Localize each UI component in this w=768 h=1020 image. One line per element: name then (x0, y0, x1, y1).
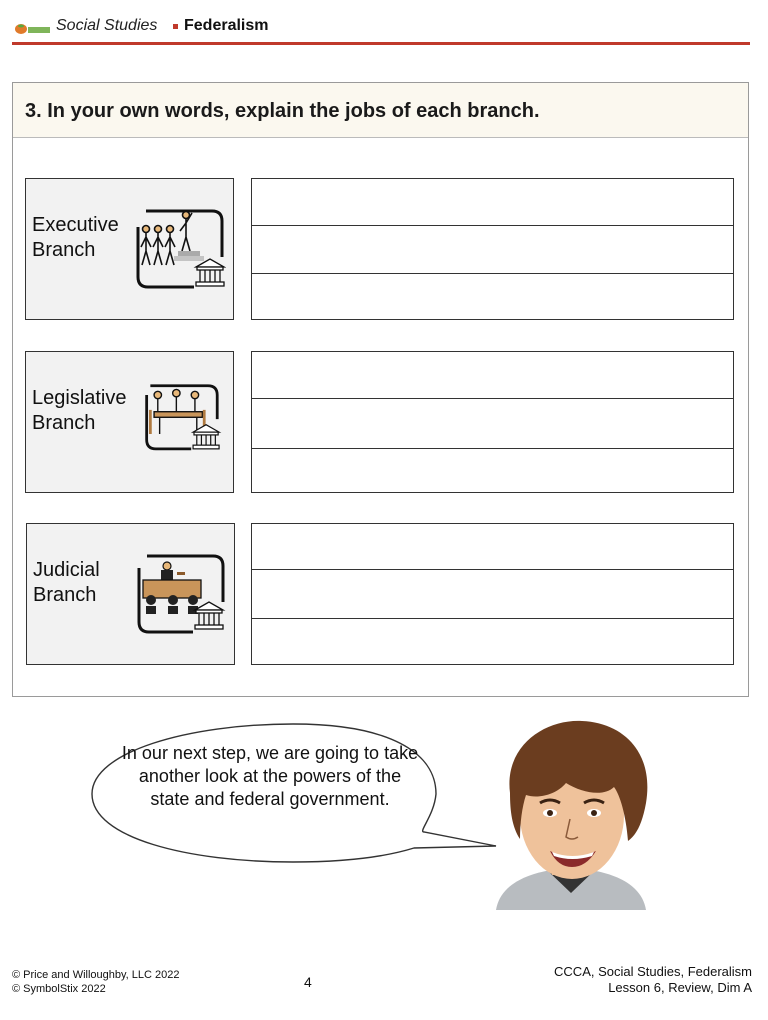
answer-box-executive[interactable] (251, 178, 734, 320)
writing-line (252, 273, 733, 274)
writing-line (252, 569, 733, 570)
answer-box-legislative[interactable] (251, 351, 734, 493)
executive-people-podium-icon (136, 207, 226, 291)
topic-title: Federalism (184, 17, 269, 34)
footer-course-info: CCCA, Social Studies, Federalism Lesson 6, Review, Dim A (554, 964, 752, 995)
branch-card-executive (25, 178, 234, 320)
branch-card-judicial (26, 523, 235, 665)
writing-line (252, 618, 733, 619)
footer-copyright: © Price and Willoughby, LLC 2022 © SymbolStix 2022 (12, 969, 180, 995)
question-bar (13, 83, 748, 138)
question-text: 3. In your own words, explain the jobs of each branch. (25, 100, 540, 122)
legislative-meeting-table-icon (136, 382, 226, 460)
question-panel (12, 82, 749, 697)
branch-label: Judicial Branch (33, 559, 100, 606)
judicial-judge-bench-icon (137, 554, 227, 638)
writing-line (252, 398, 733, 399)
branch-label: Legislative Branch (32, 387, 127, 434)
subject-title: Social Studies (56, 17, 158, 34)
writing-line (252, 448, 733, 449)
publisher-logo-icon (14, 22, 52, 36)
title-separator (173, 24, 178, 29)
page-number: 4 (304, 974, 312, 990)
writing-line (252, 225, 733, 226)
branch-label: Executive Branch (32, 214, 119, 261)
answer-box-judicial[interactable] (251, 523, 734, 665)
student-character-icon (486, 715, 656, 910)
speech-bubble-text: In our next step, we are going to take another look at the powers of the state and federal government. (121, 743, 419, 809)
header-divider (12, 42, 750, 45)
branch-card-legislative (25, 351, 234, 493)
